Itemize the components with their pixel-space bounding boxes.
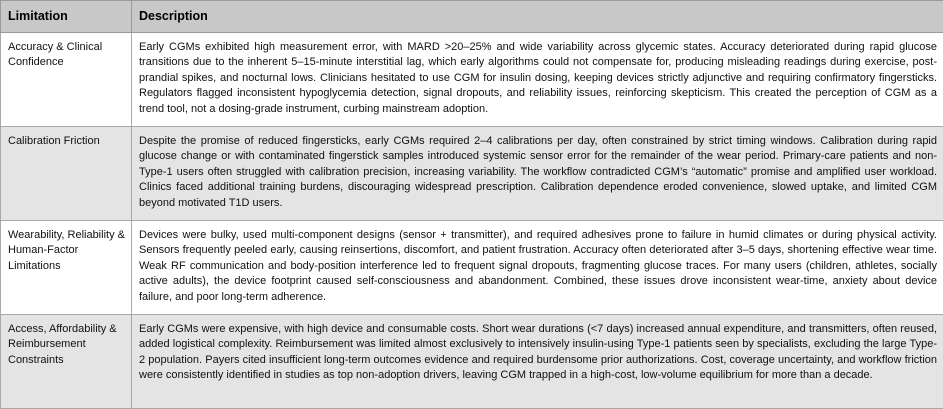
table-row [1,127,943,221]
header-limitation: Limitation [1,1,132,33]
table-row [1,33,943,127]
table-row [1,221,943,315]
description-cell: Devices were bulky, used multi-component designs (sensor + transmitter), and required adhesives prone to failure in humid climates or during physical activity. Sensors frequently peeled early, causing reinsertions, discomfort, and patient frustration. Accuracy often deteriorated after 3–5 days, shortening effective wear time. Weak RF communication and body-position interference led to frequent signal dropouts, fragmenting glucose traces. For many users (children, athletes, socially active adults), the device footprint caused self-consciousness and abandonment. Combined, these issues drove inconsistent wear-time, anxiety about device failure, and poor long-term adherence. [132,221,943,315]
limitation-cell: Accuracy & Clinical Confidence [1,33,132,127]
limitation-cell: Access, Affordability & Reimbursement Constraints [1,315,132,409]
table-header-row [1,1,943,33]
description-cell: Despite the promise of reduced fingersticks, early CGMs required 2–4 calibrations per day, often constrained by strict timing windows. Calibration during rapid glucose change or with contaminated fingerstick samples introduced systemic sensor error for the remainder of the wear period. Primary-care patients and non-Type-1 users often struggled with calibration precision, increasing variability. The workflow contradicted CGM’s “automatic” promise and amplified user workload. Clinics faced additional training burdens, discouraging widespread prescription. Calibration dependence eroded convenience, slowed uptake, and limited CGM beyond motivated T1D users. [132,127,943,221]
header-description: Description [132,1,943,33]
table-row [1,315,943,409]
limitation-cell: Calibration Friction [1,127,132,221]
description-cell: Early CGMs exhibited high measurement error, with MARD >20–25% and wide variability across glycemic states. Accuracy deteriorated during rapid glucose transitions due to the inherent 5–15-minute interstitial lag, which early algorithms could not compensate for, producing misleading readings during exercise, post-prandial spikes, and nocturnal lows. Clinicians hesitated to use CGM for insulin dosing, keeping devices strictly adjunctive and requiring confirmatory fingersticks. Regulators flagged inconsistent hypoglycemia detection, signal dropouts, and reliability issues, reinforcing skepticism. This created the perception of CGM as a trend tool, not a dosing-grade instrument, curbing mainstream adoption. [132,33,943,127]
limitation-cell: Wearability, Reliability & Human-Factor Limitations [1,221,132,315]
description-cell: Early CGMs were expensive, with high device and consumable costs. Short wear durations (<7 days) increased annual expenditure, and transmitters, often reused, added logistical complexity. Reimbursement was limited almost exclusively to intensively insulin-using Type-1 patients seen by specialists, excluding the large Type-2 population. Payers cited insufficient long-term outcomes evidence and required burdensome prior authorizations. Cost, coverage uncertainty, and workflow friction were consistently identified in studies as top non-adoption drivers, leaving CGM trapped in a high-cost, low-volume equilibrium for more than a decade. [132,315,943,409]
